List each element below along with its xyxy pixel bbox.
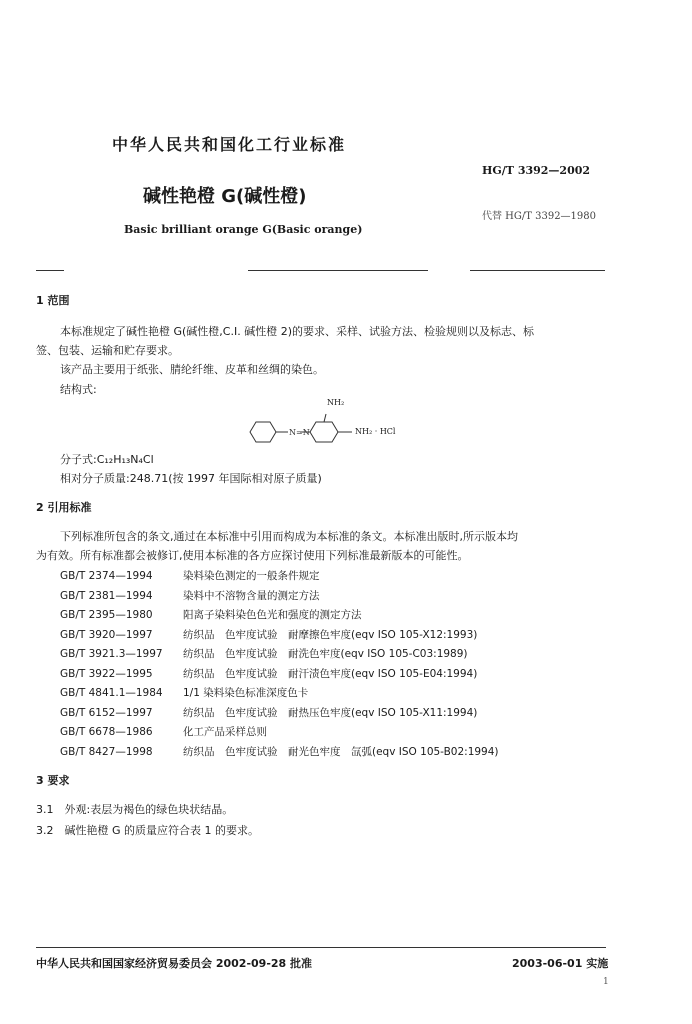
benzene-ring-right — [310, 422, 338, 442]
reference-code: GB/T 2395—1980 — [60, 609, 153, 621]
reference-title: 化工产品采样总则 — [183, 726, 267, 738]
reference-item — [60, 568, 320, 583]
header-rule-left — [36, 270, 64, 271]
molecular-formula: 分子式:C₁₂H₁₃N₄Cl — [60, 453, 154, 466]
reference-title: 阳离子染料染色色光和强度的测定方法 — [183, 609, 362, 621]
reference-code: GB/T 6152—1997 — [60, 707, 153, 719]
reference-item — [60, 607, 362, 622]
section-2-paragraph-line: 下列标准所包含的条文,通过在本标准中引用而构成为本标准的条文。本标准出版时,所示版本均 — [60, 530, 518, 543]
reference-item — [60, 705, 477, 720]
reference-title: 染料染色测定的一般条件规定 — [183, 570, 320, 582]
requirement-item: 3.1 外观:表层为褐色的绿色块状结晶。 — [36, 803, 234, 816]
reference-item — [60, 588, 320, 603]
section-1-heading: 1 范围 — [36, 294, 70, 307]
reference-code: GB/T 2381—1994 — [60, 590, 153, 602]
reference-item — [60, 724, 267, 739]
reference-code: GB/T 4841.1—1984 — [60, 687, 163, 699]
molecular-mass: 相对分子质量:248.71(按 1997 年国际相对原子质量) — [60, 472, 322, 485]
requirement-item: 3.2 碱性艳橙 G 的质量应符合表 1 的要求。 — [36, 824, 260, 837]
structure-right-group: NH₂ · HCl — [355, 427, 396, 436]
header-rule-right — [470, 270, 605, 271]
chinese-title: 碱性艳橙 G(碱性橙) — [143, 186, 307, 207]
reference-title: 纺织品 色牢度试验 耐洗色牢度(eqv ISO 105-C03:1989) — [183, 648, 468, 660]
reference-title: 1/1 染料染色标准深度色卡 — [183, 687, 309, 699]
section-1-usage: 该产品主要用于纸张、腈纶纤维、皮革和丝绸的染色。 — [60, 363, 324, 376]
section-1-paragraph-line: 本标准规定了碱性艳橙 G(碱性橙,C.I. 碱性橙 2)的要求、采样、试验方法、检验规则以及标志、标 — [60, 325, 535, 338]
section-3-heading: 3 要求 — [36, 774, 70, 787]
structural-formula — [240, 412, 360, 452]
reference-title: 纺织品 色牢度试验 耐热压色牢度(eqv ISO 105-X11:1994) — [183, 707, 478, 719]
reference-title: 染料中不溶物含量的测定方法 — [183, 590, 320, 602]
section-1-paragraph-line: 签、包装、运输和贮存要求。 — [36, 344, 179, 357]
reference-code: GB/T 2374—1994 — [60, 570, 153, 582]
azo-n-atoms: N=N — [289, 428, 310, 437]
reference-code: GB/T 6678—1986 — [60, 726, 153, 738]
section-2-heading: 2 引用标准 — [36, 501, 92, 514]
reference-item — [60, 627, 477, 642]
reference-title: 纺织品 色牢度试验 耐汗渍色牢度(eqv ISO 105-E04:1994) — [183, 668, 478, 680]
amine-bond-top — [324, 414, 326, 422]
page-number: 1 — [603, 977, 609, 987]
reference-title: 纺织品 色牢度试验 耐光色牢度 氙弧(eqv ISO 105-B02:1994) — [183, 746, 499, 758]
standard-number: HG/T 3392—2002 — [482, 164, 591, 177]
reference-title: 纺织品 色牢度试验 耐摩擦色牢度(eqv ISO 105-X12:1993) — [183, 629, 478, 641]
org-title: 中华人民共和国化工行业标准 — [112, 135, 347, 154]
approval-note: 中华人民共和国国家经济贸易委员会 2002-09-28 批准 — [36, 957, 313, 970]
header-rule-middle — [248, 270, 428, 271]
reference-code: GB/T 3921.3—1997 — [60, 648, 163, 660]
structure-label: 结构式: — [60, 383, 97, 396]
english-title: Basic brilliant orange G(Basic orange) — [124, 223, 363, 236]
reference-item — [60, 646, 468, 661]
section-2-paragraph-line: 为有效。所有标准都会被修订,使用本标准的各方应探讨使用下列标准最新版本的可能性。 — [36, 549, 469, 562]
reference-code: GB/T 3922—1995 — [60, 668, 153, 680]
replaces-note: 代替 HG/T 3392—1980 — [482, 211, 597, 222]
reference-item — [60, 744, 499, 759]
footer-rule — [36, 947, 606, 948]
effective-date: 2003-06-01 实施 — [512, 957, 609, 970]
structure-nh2-top: NH₂ — [327, 398, 345, 407]
reference-code: GB/T 8427—1998 — [60, 746, 153, 758]
benzene-ring-left — [250, 422, 276, 442]
reference-item — [60, 685, 308, 700]
reference-item — [60, 666, 477, 681]
reference-code: GB/T 3920—1997 — [60, 629, 153, 641]
